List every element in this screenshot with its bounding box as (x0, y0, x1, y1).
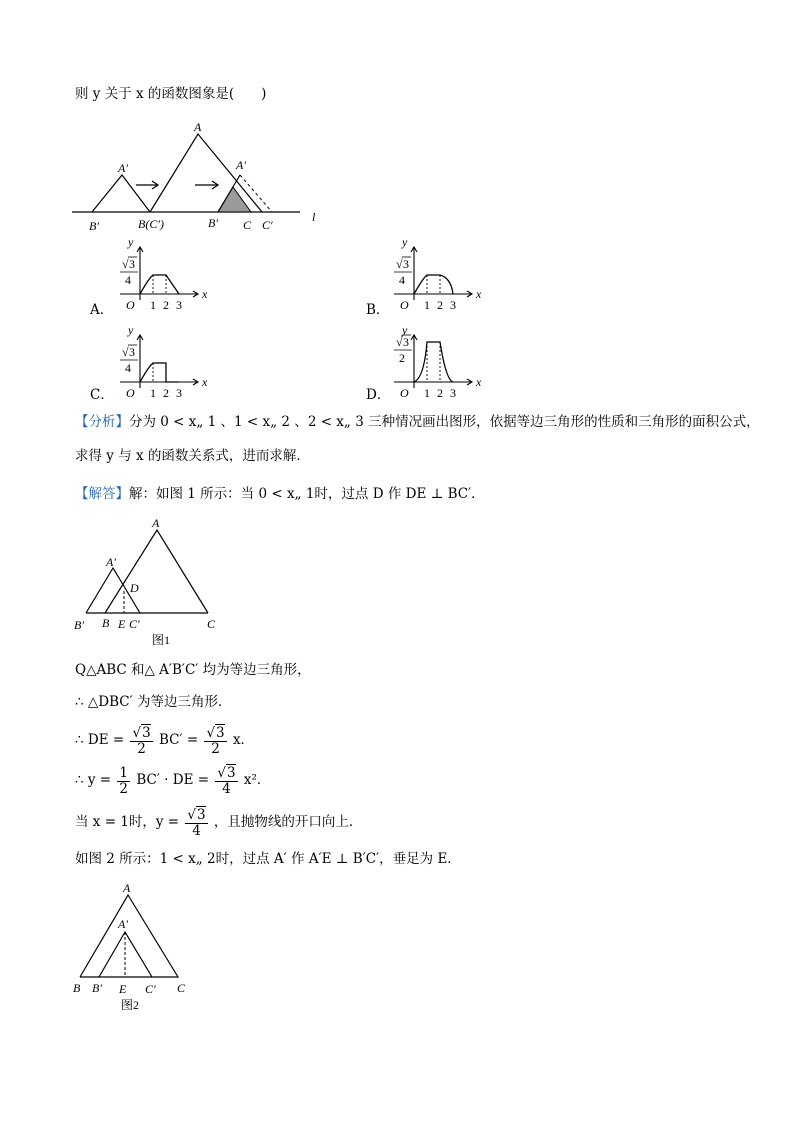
fig1-label: D (130, 581, 139, 595)
y-top-label: 3 (403, 257, 409, 271)
origin-label: O (400, 298, 409, 312)
option-b-label[interactable]: B． (366, 302, 390, 318)
step2: ∴ △DBC′ 为等边三角形． (75, 694, 232, 710)
solution-line1 (75, 485, 485, 503)
y-top-label: 3 (403, 335, 409, 349)
y-axis-label: y (402, 235, 408, 249)
fig-label: B′ (208, 216, 218, 230)
y-top-label: 3 (129, 257, 135, 271)
y-top-label: √ (122, 345, 129, 359)
option-a-label[interactable]: A． (90, 302, 114, 318)
x-axis-label: x (476, 287, 482, 301)
x-axis-label: x (202, 287, 208, 301)
x-tick-label: 2 (437, 298, 443, 312)
fig2-caption: 图2 (121, 998, 140, 1012)
fig1-caption: 图1 (152, 633, 171, 647)
fig1-label: C′ (129, 617, 140, 631)
x-tick-label: 1 (150, 386, 156, 400)
y-top-label: 3 (129, 345, 135, 359)
y-axis-arrow (137, 335, 143, 340)
solution-tag: 【解答】 (75, 486, 129, 502)
x-tick-label: 1 (424, 386, 430, 400)
origin-label: O (400, 386, 409, 400)
function-curve (140, 363, 179, 382)
function-curve (414, 275, 453, 294)
fig2-label: B′ (92, 981, 102, 995)
fig1-label: B′ (74, 618, 84, 632)
fig1-label: B (102, 616, 110, 630)
fig2-label: A (123, 881, 131, 895)
y-axis-arrow (137, 247, 143, 252)
fig2-label: A′ (118, 917, 128, 931)
y-axis-arrow (411, 335, 417, 340)
fig1-label: C (207, 617, 216, 631)
x-tick-label: 1 (424, 298, 430, 312)
x-axis-arrow (193, 291, 198, 297)
x-axis-label: x (476, 375, 482, 389)
x-tick-label: 2 (437, 386, 443, 400)
step4: ∴ y = $\frac{1}{2}$ BC′ · DE = $\frac{√3}{4}$ x²． (75, 764, 271, 797)
analysis-text: 分为 0 < x„ 1 、1 < x„ 2 、2 < x„ 3 三种情况画出图形，依据等边三角形的性质和三角形的面积公式， (129, 414, 760, 430)
fig-label: l (312, 210, 316, 224)
analysis-line1 (75, 413, 760, 431)
x-tick-label: 2 (163, 386, 169, 400)
question-stem: 则 y 关于 x 的函数图象是( ) (75, 86, 267, 102)
x-tick-label: 1 (150, 298, 156, 312)
analysis-tag: 【分析】 (75, 414, 129, 430)
function-curve (140, 275, 179, 294)
step3: ∴ DE = $\frac{√3}{2}$ BC′ = $\frac{√3}{2}$ x． (75, 724, 255, 757)
x-tick-label: 3 (450, 298, 456, 312)
y-top-label: √ (122, 257, 129, 271)
y-axis-label: y (128, 323, 134, 337)
fig-label: A′ (118, 161, 128, 175)
fig-label: C′ (262, 218, 273, 232)
y-bottom-label: 4 (399, 273, 405, 287)
fig-label: C (243, 218, 252, 232)
origin-label: O (126, 298, 135, 312)
y-bottom-label: 4 (125, 273, 131, 287)
y-top-label: √ (396, 335, 403, 349)
fig2-label: E (119, 982, 127, 996)
fig1-label: E (118, 617, 126, 631)
fig-label: B(C′) (138, 217, 164, 231)
x-axis-label: x (202, 375, 208, 389)
origin-label: O (126, 386, 135, 400)
fig1-label: A′ (106, 555, 116, 569)
x-tick-label: 2 (163, 298, 169, 312)
solution-line2: 如图 2 所示：1 < x„ 2时，过点 A′ 作 A′E ⊥ B′C′，垂足为 E． (75, 851, 461, 867)
y-bottom-label: 4 (125, 361, 131, 375)
y-top-label: √ (396, 257, 403, 271)
fig2-label: C (177, 981, 186, 995)
fig2-label: C′ (145, 982, 156, 996)
x-axis-arrow (467, 379, 472, 385)
x-tick-label: 3 (450, 386, 456, 400)
x-tick-label: 3 (176, 386, 182, 400)
y-axis-arrow (411, 247, 417, 252)
option-d-label[interactable]: D． (366, 387, 391, 403)
x-axis-arrow (193, 379, 198, 385)
step5: 当 x = 1时，y = $\frac{√3}{4}$ ，且抛物线的开口向上． (75, 806, 363, 839)
analysis-line2: 求得 y 与 x 的函数关系式，进而求解． (75, 448, 310, 464)
fig1-label: A (152, 516, 160, 530)
option-c-label[interactable]: C． (90, 387, 114, 403)
function-curve (414, 342, 453, 382)
solution-text: 解：如图 1 所示：当 0 < x„ 1时，过点 D 作 DE ⊥ BC′． (129, 486, 485, 502)
step1: Q△ABC 和△ A′B′C′ 均为等边三角形， (75, 662, 311, 678)
y-bottom-label: 2 (399, 351, 405, 365)
fig-label: A (194, 120, 202, 134)
y-axis-label: y (402, 323, 408, 337)
x-tick-label: 3 (176, 298, 182, 312)
fig-label: B′ (89, 219, 99, 233)
fig-label: A′ (236, 158, 246, 172)
y-axis-label: y (128, 235, 134, 249)
fig2-label: B (73, 981, 81, 995)
x-axis-arrow (467, 291, 472, 297)
